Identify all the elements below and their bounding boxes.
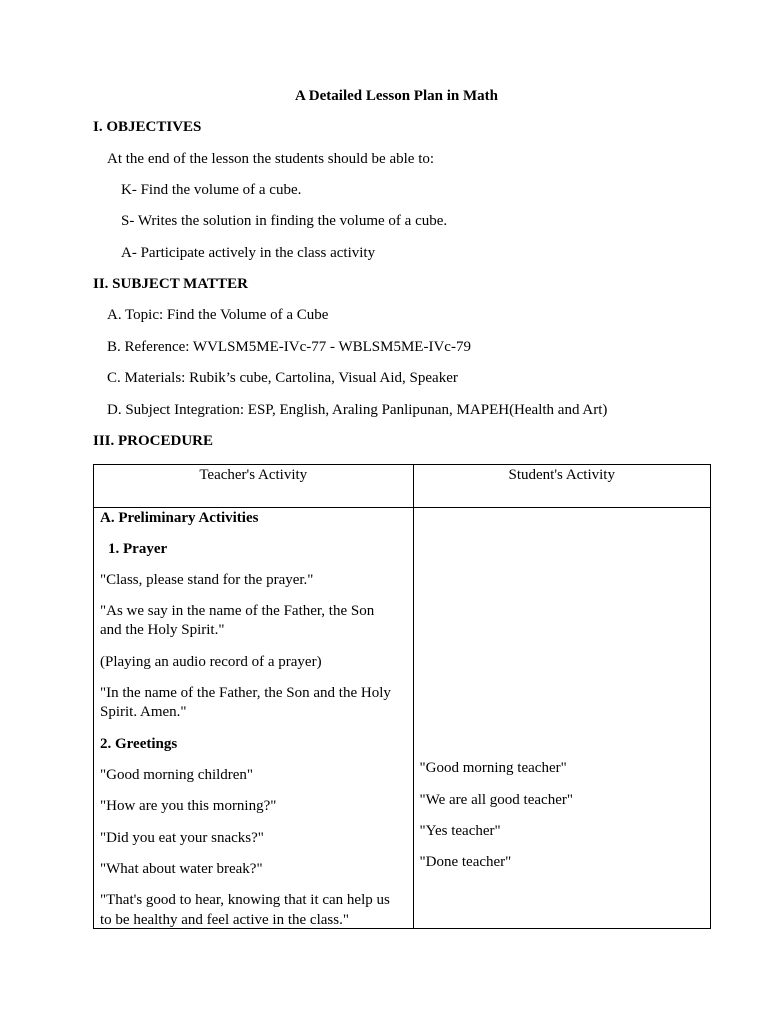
objective-skill: S- Writes the solution in finding the volume of a cube. — [121, 213, 448, 229]
teacher-line: "Class, please stand for the prayer." — [100, 572, 314, 588]
greetings-heading: 2. Greetings — [100, 736, 178, 752]
page-title: A Detailed Lesson Plan in Math — [295, 88, 498, 104]
student-line: "We are all good teacher" — [419, 792, 573, 808]
objectives-heading: I. OBJECTIVES — [93, 119, 202, 135]
teacher-line: "As we say in the name of the Father, the Son — [100, 603, 375, 619]
teacher-line: "That's good to hear, knowing that it can help us — [100, 892, 390, 908]
teacher-line: to be healthy and feel active in the class." — [100, 912, 349, 928]
teacher-activity-cell — [94, 508, 414, 929]
procedure-table — [93, 464, 711, 929]
teacher-line: "What about water break?" — [100, 861, 263, 877]
preliminary-activities-heading: A. Preliminary Activities — [100, 510, 259, 526]
teacher-activity-header: Teacher's Activity — [199, 467, 308, 483]
objectives-intro: At the end of the lesson the students should be able to: — [107, 151, 435, 167]
table-header-row — [94, 465, 711, 508]
student-activity-header: Student's Activity — [508, 467, 615, 483]
teacher-line: "How are you this morning?" — [100, 798, 277, 814]
procedure-heading: III. PROCEDURE — [93, 433, 214, 449]
teacher-line: and the Holy Spirit." — [100, 622, 225, 638]
subject-integration: D. Subject Integration: ESP, English, Araling Panlipunan, MAPEH(Health and Art) — [107, 402, 608, 418]
student-line: "Yes teacher" — [419, 823, 501, 839]
teacher-line: (Playing an audio record of a prayer) — [100, 654, 322, 670]
objective-knowledge: K- Find the volume of a cube. — [121, 182, 302, 198]
teacher-line: "Good morning children" — [100, 767, 254, 783]
student-activity-cell — [413, 508, 710, 929]
teacher-line: Spirit. Amen." — [100, 704, 187, 720]
teacher-activity-header-cell — [94, 465, 414, 508]
subject-reference: B. Reference: WVLSM5ME-IVc-77 - WBLSM5ME-IVc-79 — [107, 339, 471, 355]
table-row — [94, 508, 711, 929]
student-line: "Good morning teacher" — [419, 760, 567, 776]
objective-attitude: A- Participate actively in the class activity — [121, 245, 376, 261]
teacher-line: "Did you eat your snacks?" — [100, 830, 264, 846]
subject-materials: C. Materials: Rubik’s cube, Cartolina, Visual Aid, Speaker — [107, 370, 458, 386]
student-activity-header-cell — [413, 465, 710, 508]
subject-topic: A. Topic: Find the Volume of a Cube — [107, 307, 329, 323]
subject-matter-heading: II. SUBJECT MATTER — [93, 276, 248, 292]
teacher-line: "In the name of the Father, the Son and the Holy — [100, 685, 391, 701]
prayer-heading: 1. Prayer — [108, 541, 168, 557]
student-line: "Done teacher" — [419, 854, 512, 870]
